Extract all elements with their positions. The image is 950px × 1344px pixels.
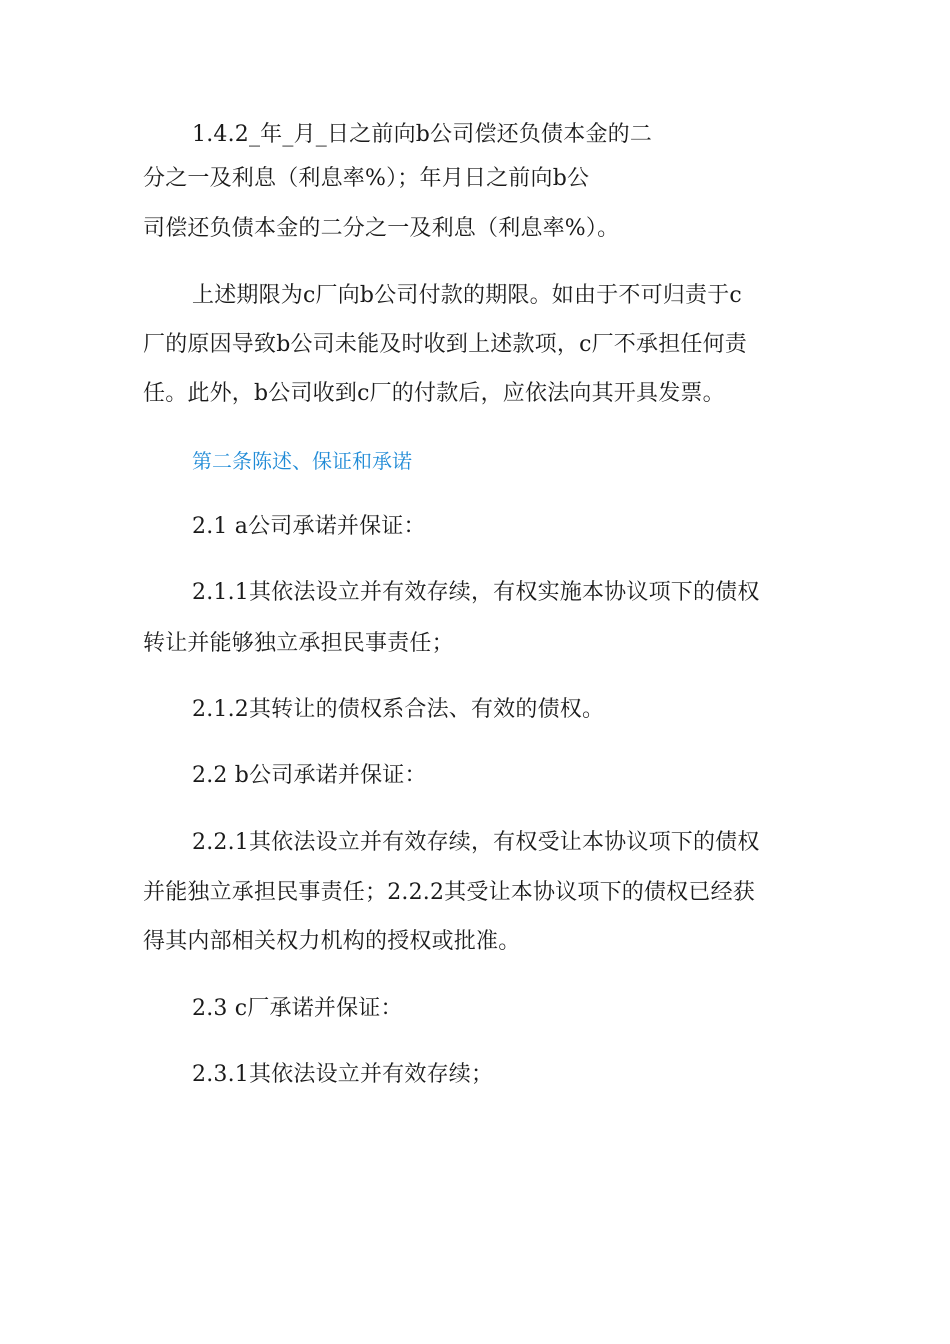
paragraph-2-3: 2.3 c厂承诺并保证： <box>192 996 403 1021</box>
paragraph-2-2: 2.2 b公司承诺并保证： <box>192 763 427 788</box>
paragraph-2-2-1-line-1: 2.2.1其依法设立并有效存续，有权受让本协议项下的债权 <box>192 830 760 855</box>
paragraph-2-3-1: 2.3.1其依法设立并有效存续； <box>192 1062 494 1087</box>
paragraph-period-line-2: 厂的原因导致b公司未能及时收到上述款项，c厂不承担任何责 <box>143 332 748 357</box>
paragraph-2-1: 2.1 a公司承诺并保证： <box>192 514 426 539</box>
paragraph-1-4-2-line-2: 分之一及利息（利息率%）；年月日之前向b公 <box>143 166 590 191</box>
paragraph-1-4-2-line-3: 司偿还负债本金的二分之一及利息（利息率%）。 <box>143 216 620 241</box>
paragraph-2-1-1-line-1: 2.1.1其依法设立并有效存续，有权实施本协议项下的债权 <box>192 580 760 605</box>
paragraph-period-line-3: 任。此外，b公司收到c厂的付款后，应依法向其开具发票。 <box>143 381 725 406</box>
section-2-heading: 第二条陈述、保证和承诺 <box>192 449 412 473</box>
paragraph-2-2-1-line-3: 得其内部相关权力机构的授权或批准。 <box>143 929 521 954</box>
paragraph-2-1-1-line-2: 转让并能够独立承担民事责任； <box>143 631 454 656</box>
paragraph-1-4-2-line-1: 1.4.2_年_月_日之前向b公司偿还负债本金的二 <box>192 122 653 147</box>
paragraph-period-line-1: 上述期限为c厂向b公司付款的期限。如由于不可归责于c <box>192 283 742 308</box>
paragraph-2-1-2: 2.1.2其转让的债权系合法、有效的债权。 <box>192 697 605 722</box>
paragraph-2-2-1-line-2: 并能独立承担民事责任；2.2.2其受让本协议项下的债权已经获 <box>143 880 755 905</box>
